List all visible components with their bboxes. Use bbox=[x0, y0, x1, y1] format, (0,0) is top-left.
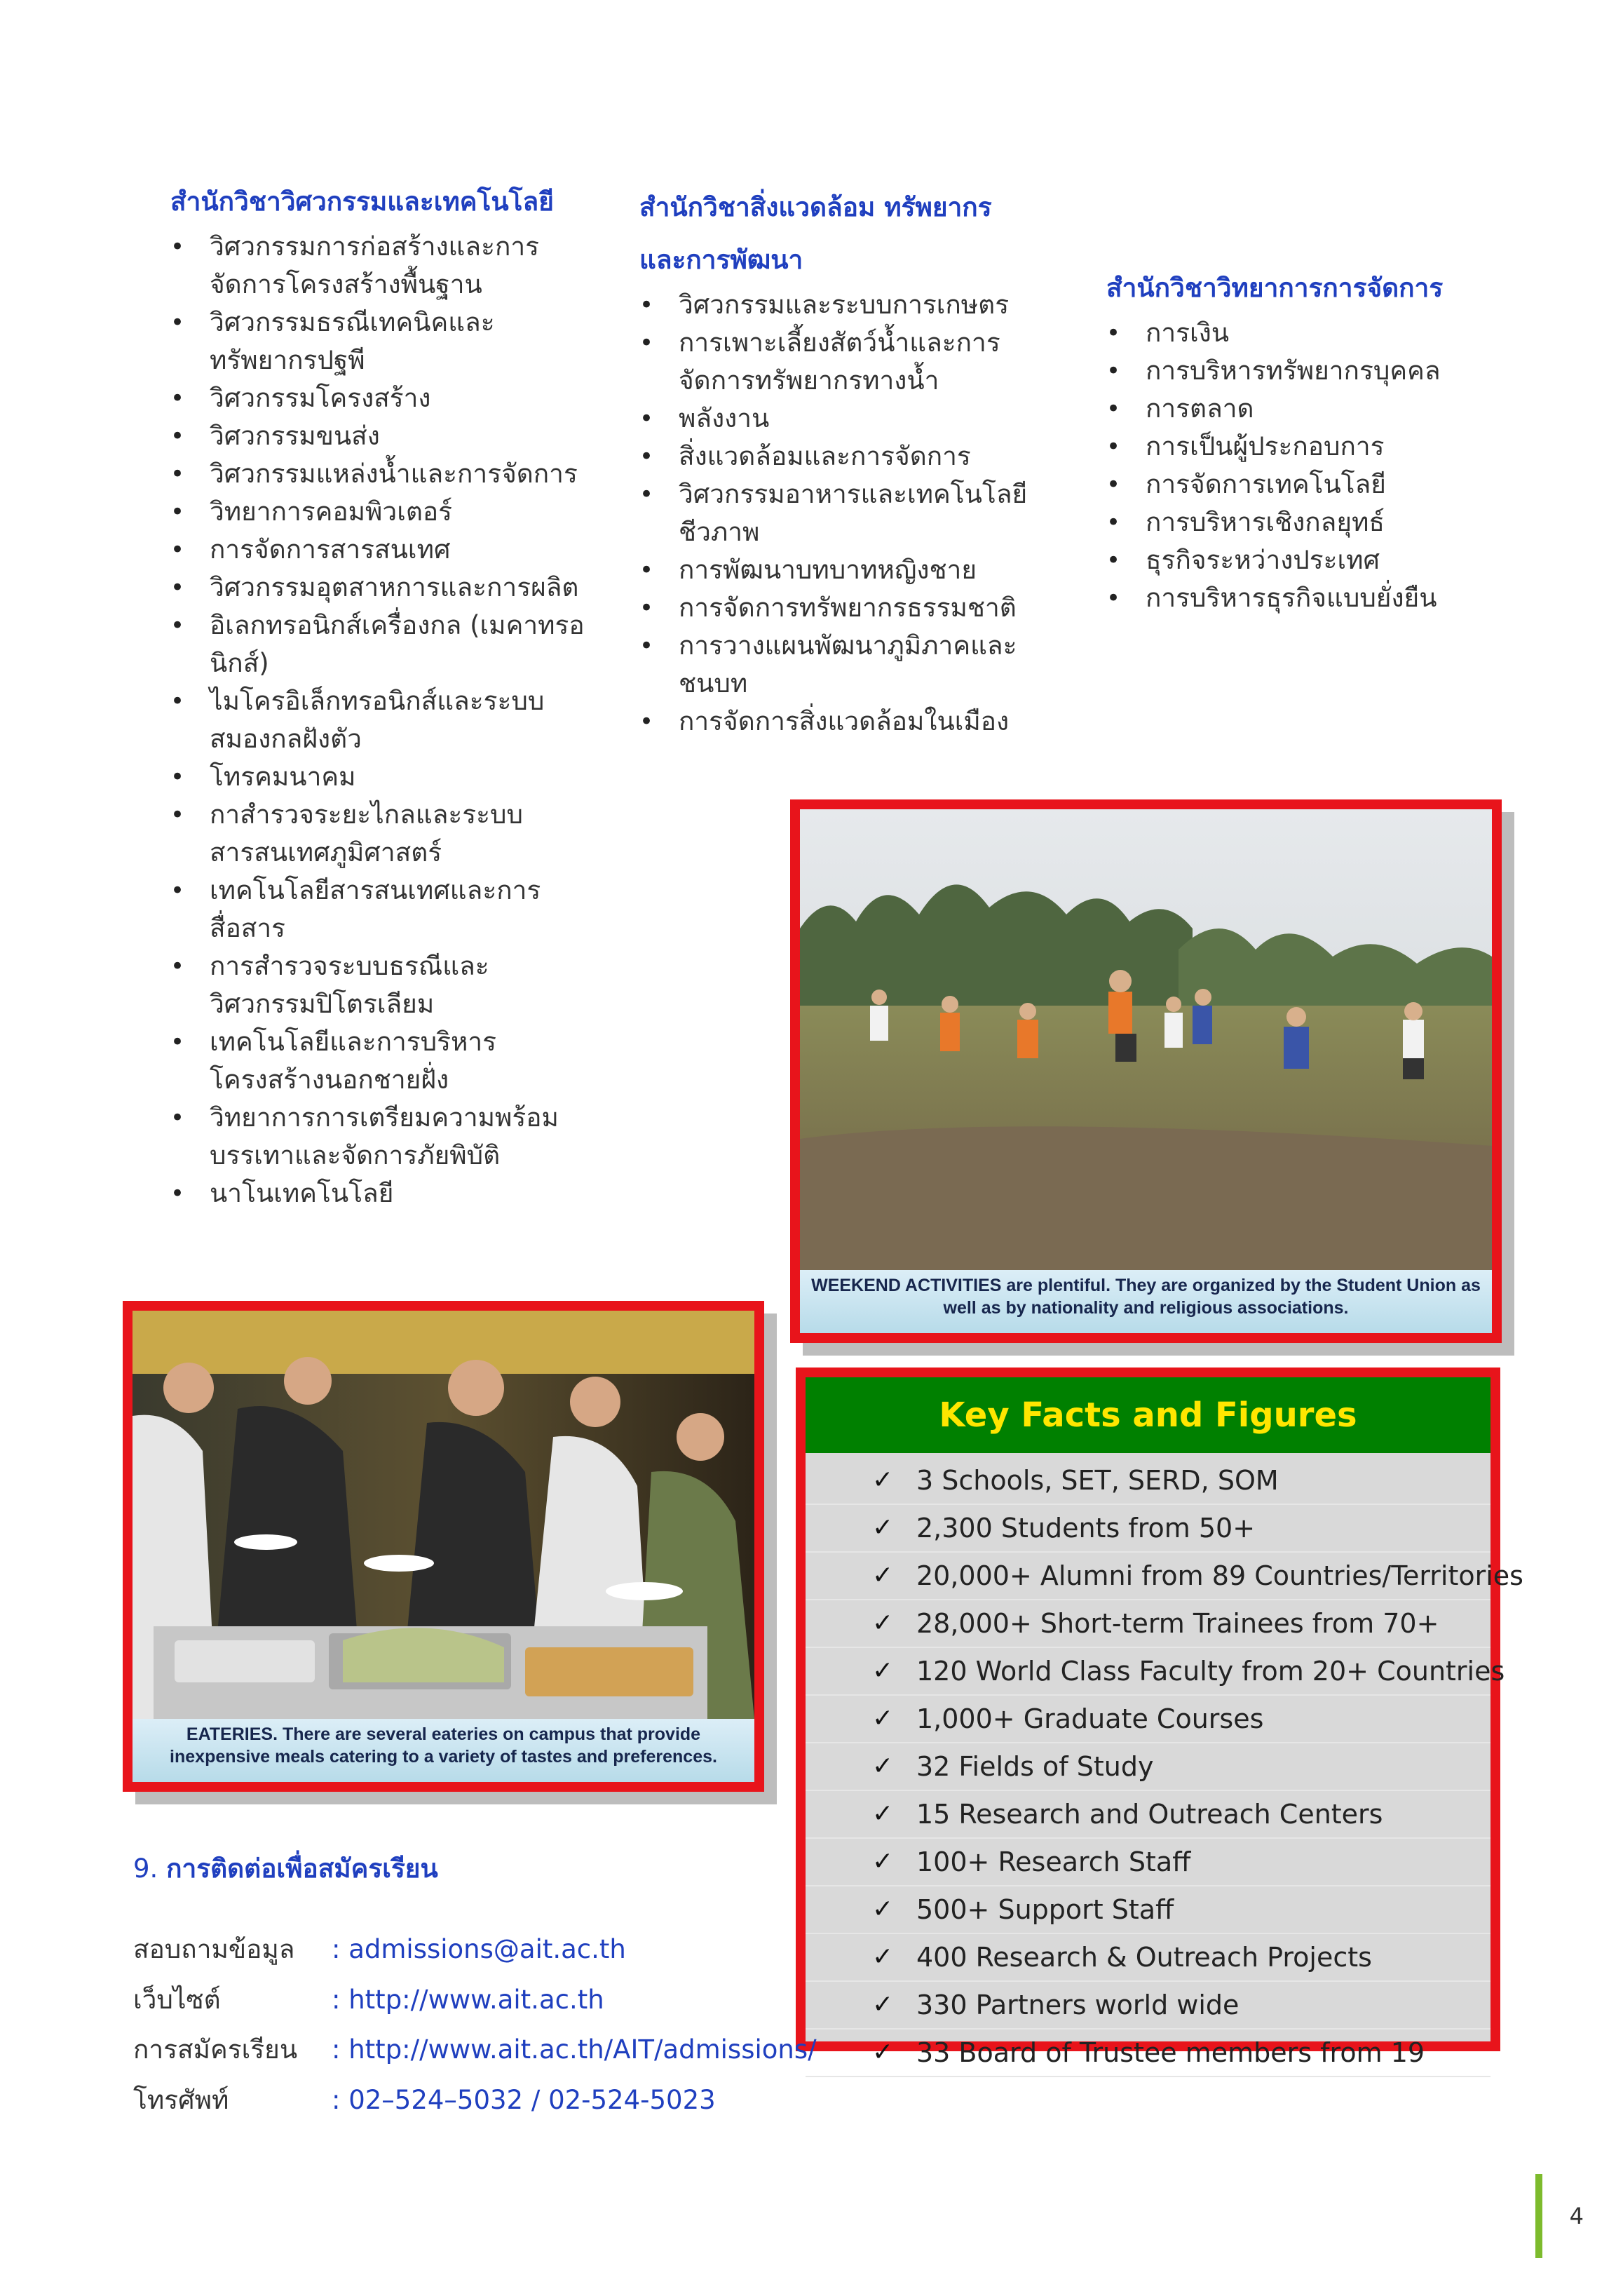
list-item: • ไมโครอิเล็กทรอนิกส์และระบบสมองกลฝังตัว bbox=[170, 682, 591, 758]
list-item: • วิศวกรรมและระบบการเกษตร bbox=[639, 286, 1032, 324]
school-environment-heading: สำนักวิชาสิ่งแวดล้อม ทรัพยากรและการพัฒนา bbox=[639, 192, 992, 275]
school-management-column bbox=[1106, 262, 1541, 617]
weekend-activities-photo bbox=[800, 809, 1492, 1270]
contact-heading-number: 9. bbox=[133, 1853, 158, 1884]
fact-item: ✓ 3 Schools, SET, SERD, SOM bbox=[806, 1457, 1490, 1505]
contact-label: สอบถามข้อมูล bbox=[133, 1934, 295, 1964]
list-item: • การเป็นผู้ประกอบการ bbox=[1106, 428, 1541, 466]
key-facts-box bbox=[796, 1368, 1523, 2068]
list-item: • การบริหารเชิงกลยุทธ์ bbox=[1106, 504, 1541, 541]
list-item: • การจัดการสิ่งแวดล้อมในเมือง bbox=[639, 703, 1032, 741]
fact-item: ✓ 120 World Class Faculty from 20+ Countries bbox=[806, 1648, 1490, 1696]
list-item: • วิศวกรรมโครงสร้าง bbox=[170, 379, 591, 417]
list-item: • วิศวกรรมอุตสาหการและการผลิต bbox=[170, 569, 591, 607]
list-item: • วิศวกรรมอาหารและเทคโนโลยีชีวภาพ bbox=[639, 475, 1032, 551]
contact-phone: : 02–524–5032 / 02-524-5023 bbox=[332, 2085, 716, 2115]
school-engineering-column bbox=[170, 175, 591, 1213]
contact-label: เว็บไซต์ bbox=[133, 1985, 221, 2015]
contact-row-info bbox=[133, 1932, 834, 1967]
list-item: • การจัดการเทคโนโลยี bbox=[1106, 466, 1541, 504]
fact-item: ✓ 28,000+ Short-term Trainees from 70+ bbox=[806, 1600, 1490, 1648]
eateries-photo bbox=[133, 1311, 754, 1719]
list-item: • การเพาะเลี้ยงสัตว์น้ำและการจัดการทรัพยากรทางน้ำ bbox=[639, 324, 1032, 400]
fact-item: ✓ 33 Board of Trustee members from 19 bbox=[806, 2030, 1490, 2077]
contact-row-apply bbox=[133, 2032, 834, 2067]
school-management-list bbox=[1106, 314, 1541, 617]
caption-text: There are several eateries on campus that provide inexpensive meals catering to a variety of tastes and preferences. bbox=[170, 1724, 717, 1767]
list-item: • กาสำรวจระยะไกลและระบบสารสนเทศภูมิศาสตร์ bbox=[170, 796, 591, 872]
caption-bold: WEEKEND ACTIVITIES bbox=[811, 1276, 1002, 1295]
contact-label: โทรศัพท์ bbox=[133, 2085, 229, 2115]
eateries-photo-frame bbox=[123, 1301, 764, 1792]
list-item: • อิเลกทรอนิกส์เครื่องกล (เมคาทรอนิกส์) bbox=[170, 607, 591, 682]
list-item: • วิศวกรรมธรณีเทคนิคและทรัพยากรปฐพี bbox=[170, 304, 591, 379]
contact-label: การสมัครเรียน bbox=[133, 2034, 298, 2065]
list-item: • การตลาด bbox=[1106, 390, 1541, 428]
list-item: • พลังงาน bbox=[639, 400, 1032, 438]
fact-item: ✓ 32 Fields of Study bbox=[806, 1743, 1490, 1791]
contact-heading bbox=[133, 1851, 438, 1886]
weekend-activities-photo-frame bbox=[790, 799, 1502, 1343]
school-environment-list bbox=[639, 286, 1032, 741]
contact-row-website bbox=[133, 1983, 834, 2018]
list-item: • นาโนเทคโนโลยี bbox=[170, 1175, 591, 1213]
key-facts-list bbox=[806, 1453, 1523, 2077]
contact-website-link[interactable]: : http://www.ait.ac.th bbox=[332, 1985, 604, 2015]
contact-admissions-link[interactable]: : http://www.ait.ac.th/AIT/admissions/ bbox=[332, 2034, 817, 2065]
contact-row-phone bbox=[133, 2083, 834, 2118]
fact-item: ✓ 330 Partners world wide bbox=[806, 1982, 1490, 2030]
caption-bold: EATERIES. bbox=[186, 1724, 278, 1744]
fact-item: ✓ 1,000+ Graduate Courses bbox=[806, 1696, 1490, 1743]
list-item: • สิ่งแวดล้อมและการจัดการ bbox=[639, 438, 1032, 475]
fact-item: ✓ 20,000+ Alumni from 89 Countries/Territories bbox=[806, 1553, 1490, 1600]
school-environment-column bbox=[639, 181, 1032, 741]
list-item: • การเงิน bbox=[1106, 314, 1541, 352]
page-number: 4 bbox=[1535, 2174, 1588, 2258]
school-engineering-list bbox=[170, 228, 591, 1213]
list-item: • วิทยาการการเตรียมความพร้อมบรรเทาและจัดการภัยพิบัติ bbox=[170, 1099, 591, 1175]
list-item: • เทคโนโลยีและการบริหารโครงสร้างนอกชายฝั่ง bbox=[170, 1023, 591, 1099]
list-item: • การจัดการทรัพยากรธรรมชาติ bbox=[639, 589, 1032, 627]
list-item: • การพัฒนาบทบาทหญิงชาย bbox=[639, 551, 1032, 589]
list-item: • ธุรกิจระหว่างประเทศ bbox=[1106, 541, 1541, 579]
weekend-activities-caption bbox=[800, 1270, 1492, 1333]
list-item: • การวางแผนพัฒนาภูมิภาคและชนบท bbox=[639, 627, 1032, 703]
list-item: • การบริหารทรัพยากรบุคคล bbox=[1106, 352, 1541, 390]
list-item: • การสำรวจระบบธรณีและวิศวกรรมปิโตรเลียม bbox=[170, 947, 591, 1023]
fact-item: ✓ 2,300 Students from 50+ bbox=[806, 1505, 1490, 1553]
list-item: • วิศวกรรมการก่อสร้างและการจัดการโครงสร้างพื้นฐาน bbox=[170, 228, 591, 304]
list-item: • การจัดการสารสนเทศ bbox=[170, 531, 591, 569]
list-item: • วิศวกรรมแหล่งน้ำและการจัดการ bbox=[170, 455, 591, 493]
school-management-heading: สำนักวิชาวิทยาการการจัดการ bbox=[1106, 273, 1444, 303]
contact-heading-text: การติดต่อเพื่อสมัครเรียน bbox=[166, 1853, 438, 1884]
fact-item: ✓ 15 Research and Outreach Centers bbox=[806, 1791, 1490, 1839]
school-engineering-heading: สำนักวิชาวิศวกรรมและเทคโนโลยี bbox=[170, 187, 554, 217]
eateries-caption bbox=[133, 1719, 754, 1782]
list-item: • โทรคมนาคม bbox=[170, 758, 591, 796]
fact-item: ✓ 500+ Support Staff bbox=[806, 1886, 1490, 1934]
contact-email-link[interactable]: : admissions@ait.ac.th bbox=[332, 1934, 626, 1964]
list-item: • วิทยาการคอมพิวเตอร์ bbox=[170, 493, 591, 531]
list-item: • วิศวกรรมขนส่ง bbox=[170, 417, 591, 455]
list-item: • การบริหารธุรกิจแบบยั่งยืน bbox=[1106, 579, 1541, 617]
caption-text: are plentiful. They are organized by the Student Union as well as by nationality and religious associations. bbox=[943, 1276, 1481, 1318]
list-item: • เทคโนโลยีสารสนเทศและการสื่อสาร bbox=[170, 872, 591, 947]
fact-item: ✓ 100+ Research Staff bbox=[806, 1839, 1490, 1886]
fact-item: ✓ 400 Research & Outreach Projects bbox=[806, 1934, 1490, 1982]
key-facts-title: Key Facts and Figures bbox=[806, 1377, 1490, 1453]
